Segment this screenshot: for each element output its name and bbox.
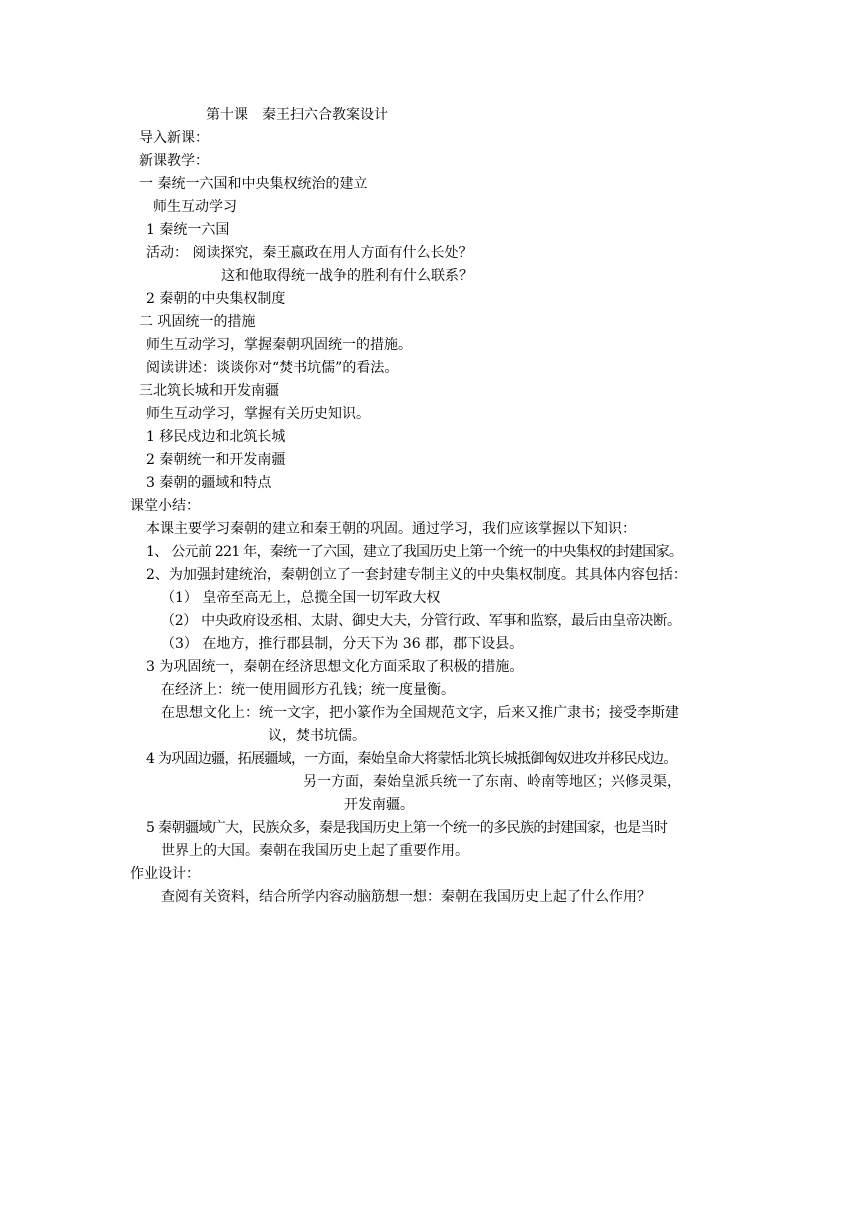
text-line: 议，焚书坑儒。 <box>268 728 366 744</box>
text-line: 1、 公元前 221 年，秦统一了六国，建立了我国历史上第一个统一的中央集权的封建国家。 <box>146 544 683 560</box>
section-heading: 作业设计： <box>130 866 200 882</box>
text-line: 开发南疆。 <box>344 797 414 813</box>
section-heading: 课堂小结： <box>130 498 200 514</box>
text-line: 阅读讲述：谈谈你对“焚书坑儒”的看法。 <box>146 360 399 376</box>
text-line: 世界上的大国。秦朝在我国历史上起了重要作用。 <box>161 843 469 859</box>
text-line: 这和他取得统一战争的胜利有什么联系？ <box>221 268 473 284</box>
text-line: 活动： 阅读探究，秦王嬴政在用人方面有什么长处？ <box>146 245 473 261</box>
text-line: 师生互动学习，掌握有关历史知识。 <box>146 406 370 422</box>
text-line: 5 秦朝疆域广大，民族众多，秦是我国历史上第一个统一的多民族的封建国家，也是当时 <box>146 820 668 836</box>
text-line: 1 秦统一六国 <box>146 222 230 238</box>
text-line: （3） 在地方，推行郡县制，分天下为 36 郡，郡下设县。 <box>161 636 524 652</box>
text-line: 新课教学： <box>139 153 209 169</box>
text-line: （2） 中央政府设丞相、太尉、御史大夫，分管行政、军事和监察，最后由皇帝决断。 <box>161 613 681 629</box>
text-line: 查阅有关资料，结合所学内容动脑筋想一想：秦朝在我国历史上起了什么作用？ <box>161 889 651 905</box>
text-line: 2 秦朝的中央集权制度 <box>146 291 286 307</box>
text-line: 3 秦朝的疆域和特点 <box>146 475 272 491</box>
text-line: 1 移民戍边和北筑长城 <box>146 429 286 445</box>
section-heading: 二 巩固统一的措施 <box>139 314 256 330</box>
text-line: 另一方面，秦始皇派兵统一了东南、岭南等地区；兴修灵渠， <box>303 774 681 790</box>
text-line: 2、为加强封建统治，秦朝创立了一套封建专制主义的中央集权制度。其具体内容包括： <box>146 567 687 583</box>
text-line: （1） 皇帝至高无上，总揽全国一切军政大权 <box>161 590 441 606</box>
text-line: 4 为巩固边疆，拓展疆域，一方面，秦始皇命大将蒙恬北筑长城抵御匈奴进攻并移民戍边。 <box>146 751 677 767</box>
section-heading: 三北筑长城和开发南疆 <box>139 383 279 399</box>
section-heading: 一 秦统一六国和中央集权统治的建立 <box>139 176 368 192</box>
text-line: 在经济上：统一使用圆形方孔钱；统一度量衡。 <box>161 682 455 698</box>
text-line: 本课主要学习秦朝的建立和秦王朝的巩固。通过学习，我们应该掌握以下知识： <box>146 521 636 537</box>
text-line: 3 为巩固统一，秦朝在经济思想文化方面采取了积极的措施。 <box>146 659 524 675</box>
text-line: 师生互动学习 <box>153 199 237 215</box>
doc-title: 第十课 秦王扫六合教案设计 <box>206 107 388 123</box>
text-line: 师生互动学习，掌握秦朝巩固统一的措施。 <box>146 337 412 353</box>
text-line: 2 秦朝统一和开发南疆 <box>146 452 286 468</box>
text-line: 在思想文化上：统一文字，把小篆作为全国规范文字，后来又推广隶书；接受李斯建 <box>161 705 679 721</box>
text-line: 导入新课： <box>139 130 209 146</box>
